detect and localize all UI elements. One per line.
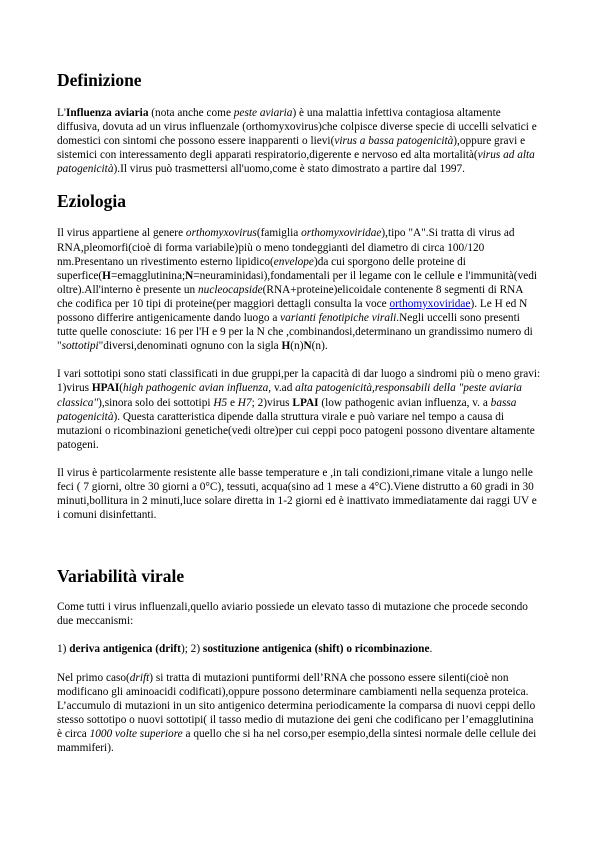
italic-term: H7 [237,396,252,409]
paragraph-eziologia-1 [57,226,541,353]
bold-term: Influenza aviaria [65,107,149,119]
text-run: =neuraminidasi),fondamentali per il legame con le cellule e l'immunità(vedi oltre).All'interno è presente un [57,269,538,296]
paragraph-eziologia-2 [57,367,541,452]
text-run: ) si tratta di mutazioni puntiformi dell’RNA che possono essere silenti(cioè non modificano gli aminoacidi codificati),oppure possono determinare cambiamenti nella sequenza proteica. L’accumulo di mutazioni in un sito antigenico determina periodicamente la comparsa di nuovi ceppi dello stesso sottotipo o nuovi sottotipi( il tasso medio di mutazione dei geni che codificano per l’emagglutinina è circa [57,671,536,740]
text-run: ; 2)virus [251,396,293,409]
italic-term: high pathogenic avian influenza [123,382,269,395]
text-run: ),tipo "A".Si tratta di virus ad RNA,pleomorfi(cioè di forma variabile)più o meno tondeggianti del diametro di circa 100/120 nm.Presentano un rivestimento esterno lipidico( [57,227,515,268]
italic-term: 1000 volte superiore [89,727,183,740]
heading-eziologia: Eziologia [57,191,127,212]
text-run: Nel primo caso( [57,671,130,684]
italic-term: drift [129,671,150,684]
text-run: ) è una malattia infettiva contagiosa altamente diffusiva, dovuta ad un virus influenzale (orthomyxovirus)che colpisce diverse specie di uccelli selvatici e domestici con sintomi che possono essere inapparenti o lievi( [57,107,537,148]
paragraph-definizione [57,106,541,176]
orthomyxoviridae-link[interactable]: orthomyxoviridae [389,297,471,310]
text-run: (nota anche come [148,107,234,119]
italic-term: virus ad alta patogenicità [57,149,535,176]
text-run: ). Le H ed N possono differire antigenicamente dando luogo a [57,297,528,325]
text-run: (n). [311,340,328,353]
italic-term: orthomyxovirus [185,227,257,240]
paragraph-variabilita-2 [57,642,541,656]
paragraph-eziologia-3: Il virus è particolarmente resistente alle basse temperature e ,in tali condizioni,rimane vitale a lungo nelle feci ( 7 giorni, oltre 30 giorni a 0°C), tessuti, acqua(sino ad 1 mese a 4°C).Viene distrutto a 60 gradi in 30 minuti,bollitura in 2 minuti,luce solare diretta in 1-2 giorni ed è inattivato immediatamente dai raggi UV e i comuni disinfettanti. [57,466,537,522]
bold-term: HPAI [91,382,120,395]
text-run: ),oppure gravi e sistemici con interessamento degli apparati respiratorio,digerente e nervoso ed alta mortalità( [57,135,526,162]
italic-term: sottotipi [61,340,99,353]
text-run: ).Il virus può trasmettersi all'uomo,come è stato dimostrato a partire dal 1997. [113,163,466,176]
text-run: (RNA+proteine)elicoidale contenente 8 segmenti di RNA che codifica per 10 tipi di proteine(per maggiori dettagli consulta la voce [57,283,523,310]
text-run: .Negli uccelli sono presenti tutte quelle conosciute: 16 per l'H e 9 per la N che ,combinandosi,determinano un grandissimo numero di " [57,312,533,353]
text-run: I vari sottotipi sono stati classificati in due gruppi,per la capacità di dar luogo a sindromi più o meno gravi: 1)virus [57,368,541,395]
bold-term: deriva antigenica (drift [69,643,181,656]
italic-term: nucleocapside [198,283,263,296]
bold-term: H [281,340,291,353]
text-run: (famiglia [256,227,302,240]
text-run: ( [119,382,124,395]
text-run: (low pathogenic avian influenza, v. a [318,396,491,409]
document-page [57,68,541,755]
bold-term: H [102,269,111,282]
text-run: 1) [57,643,70,656]
italic-term: bassa patogenicità [57,396,517,423]
heading-variabilita: Variabilità virale [57,566,185,587]
italic-term: orthomyxoviridae [301,227,382,240]
text-run: (n) [290,340,304,353]
bold-term: N [303,340,312,353]
text-run: . [429,643,433,656]
paragraph-variabilita-1: Come tutti i virus influenzali,quello aviario possiede un elevato tasso di mutazione che procede secondo due meccanismi: [57,601,528,628]
text-run: ); 2) [180,643,203,656]
text-run: =emagglutinina; [110,269,186,282]
italic-term: peste aviaria [233,107,293,119]
text-run: L' [57,107,66,119]
italic-term: virus a bassa patogenicità [334,135,454,148]
italic-term: envelope [273,255,314,268]
text-run: ),sinora solo dei sottotipi [98,396,214,409]
bold-term: N [185,269,194,282]
italic-term: varianti fenotipiche virali [280,312,397,325]
heading-definizione: Definizione [57,70,142,90]
italic-term: alta patogenicità,responsabili della "peste aviaria classica" [57,382,522,409]
text-run: e [227,396,238,409]
bold-term: LPAI [292,396,319,409]
paragraph-variabilita-3 [57,671,541,756]
text-run: Il virus appartiene al genere [57,227,186,240]
text-run: "diversi,denominati ognuno con la sigla [98,340,282,353]
bold-term: sostituzione antigenica (shift) o ricombinazione [202,643,430,656]
text-run: a quello che si ha nel corso,per esempio,della sintesi normale delle cellule dei mammiferi). [57,727,537,754]
italic-term: H5 [213,396,228,409]
text-run: )da cui sporgono delle proteine di superfice( [57,255,466,282]
text-run: , v.ad [268,382,296,395]
text-run: ). Questa caratteristica dipende dalla struttura virale e può variare nel tempo a causa di mutazioni o ricombinazioni genetiche(vedi oltre)per cui ceppi poco patogeni possono diventare altamente patogeni. [57,410,535,451]
